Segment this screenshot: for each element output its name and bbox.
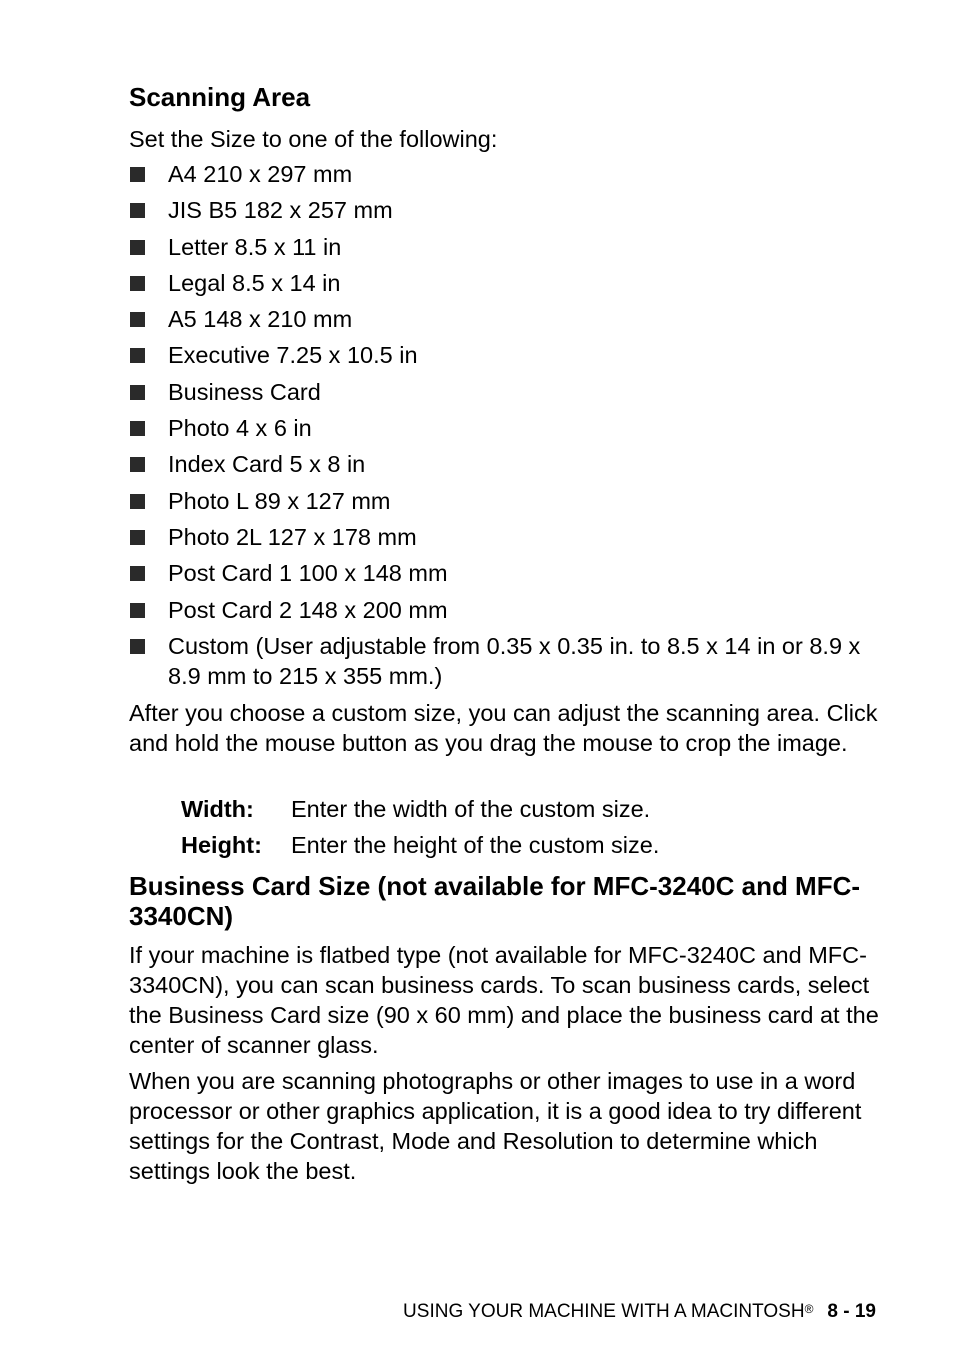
list-item	[129, 304, 889, 340]
definition-description: Enter the height of the custom size.	[291, 832, 660, 858]
list-item-text: JIS B5 182 x 257 mm	[168, 197, 393, 224]
list-item	[129, 558, 889, 594]
square-bullet-icon	[130, 639, 145, 654]
square-bullet-icon	[130, 421, 145, 436]
list-item	[129, 449, 889, 485]
business-card-paragraph: If your machine is flatbed type (not available for MFC-3240C and MFC-3340CN), you can scan business cards. To scan business cards, select the Business Card size (90 x 60 mm) and place the business card at the center of scanner glass.	[129, 942, 879, 1058]
page-footer	[403, 1300, 876, 1324]
list-item	[129, 486, 889, 522]
running-title: USING YOUR MACHINE WITH A MACINTOSH	[403, 1301, 805, 1322]
section-heading-business-card-size: Business Card Size (not available for MFC-3240C and MFC-3340CN)	[129, 871, 861, 931]
square-bullet-icon	[130, 312, 145, 327]
square-bullet-icon	[130, 457, 145, 472]
square-bullet-icon	[130, 566, 145, 581]
scanning-tips-paragraph: When you are scanning photographs or other images to use in a word processor or other graphics application, it is a good idea to try different settings for the Contrast, Mode and Resolution to determine which settings look the best.	[129, 1068, 862, 1184]
list-item-text: Index Card 5 x 8 in	[168, 451, 366, 478]
definition-description: Enter the width of the custom size.	[291, 796, 651, 822]
list-item-text: Custom (User adjustable from 0.35 x 0.35 in. to 8.5 x 14 in or 8.9 x 8.9 mm to 215 x 355 mm.)	[168, 632, 861, 689]
list-item-text: Letter 8.5 x 11 in	[168, 233, 342, 260]
list-item-text: A4 210 x 297 mm	[168, 161, 353, 187]
list-item-text: Executive 7.25 x 10.5 in	[168, 342, 418, 369]
page-number: 8 - 19	[827, 1301, 876, 1322]
square-bullet-icon	[130, 203, 145, 218]
definition-term: Width:	[181, 796, 254, 822]
list-item	[129, 595, 889, 631]
list-item-text: Photo 2L 127 x 178 mm	[168, 523, 417, 550]
registered-mark: ®	[804, 1302, 814, 1316]
square-bullet-icon	[130, 385, 145, 400]
list-item	[129, 232, 889, 268]
list-item	[129, 159, 889, 195]
list-item	[129, 340, 889, 376]
definition-term: Height:	[181, 832, 262, 858]
square-bullet-icon	[130, 494, 145, 509]
list-item-text: Business Card	[168, 378, 321, 405]
list-item-text: Post Card 2 148 x 200 mm	[168, 596, 448, 623]
list-item	[129, 268, 889, 304]
square-bullet-icon	[130, 603, 145, 618]
list-item	[129, 195, 889, 231]
intro-paragraph: Set the Size to one of the following:	[129, 126, 498, 152]
list-item	[129, 631, 889, 691]
list-item-text: Photo 4 x 6 in	[168, 415, 312, 442]
square-bullet-icon	[130, 530, 145, 545]
square-bullet-icon	[130, 276, 145, 291]
list-item	[129, 413, 889, 449]
list-item-text: Photo L 89 x 127 mm	[168, 487, 391, 514]
custom-size-paragraph: After you choose a custom size, you can adjust the scanning area. Click and hold the mouse button as you drag the mouse to crop the image.	[129, 700, 878, 756]
list-item	[129, 522, 889, 558]
list-item-text: A5 148 x 210 mm	[168, 306, 353, 333]
list-item-text: Legal 8.5 x 14 in	[168, 269, 341, 296]
list-item-text: Post Card 1 100 x 148 mm	[168, 560, 448, 587]
square-bullet-icon	[130, 167, 145, 182]
section-heading-scanning-area: Scanning Area	[129, 82, 311, 112]
size-list	[129, 159, 889, 691]
square-bullet-icon	[130, 348, 145, 363]
list-item	[129, 377, 889, 413]
square-bullet-icon	[130, 240, 145, 255]
